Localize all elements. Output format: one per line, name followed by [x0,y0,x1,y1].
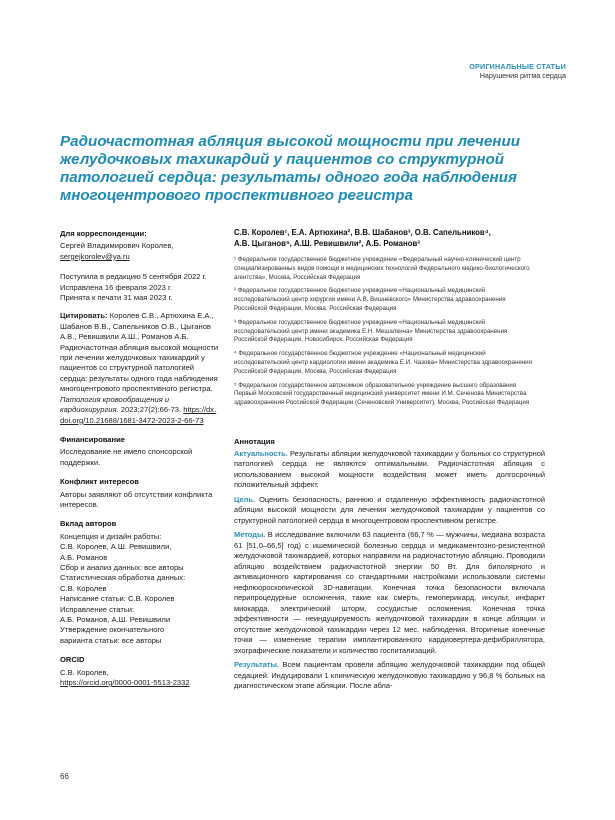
aim-label: Цель. [234,494,256,504]
methods-label: Методы. [234,530,266,539]
affiliation: ² Федеральное государственное бюджетное учреждение «Национальный медицинский исследовательский центр хирургии имени А.В. Вишневского» Министерства здравоохранения Российской Федерации, Москва, Российская Федерация [234,287,506,312]
contributions-heading: Вклад авторов [60,519,117,529]
affiliation: ¹ Федеральное государственное бюджетное учреждение «Федеральный научно-клинический центр специализированных видов помощи и медицинских технологий Федерального медико-биологического агентства», Москва, Российская Федерация [234,256,530,281]
authors-line: А.В. Цыганов⁵, А.Ш. Ревишвили², А.Б. Романов³ [234,239,420,248]
affiliation: ⁴ Федеральное государственное бюджетное учреждение «Национальный медицинский исследовательский центр кардиологии имени академика Е.И. Чазова» Министерства здравоохранения Российской Федерации, Москва, Российская Федерация [234,350,532,375]
author-list [234,227,534,249]
aim-text: Оценить безопасность, раннюю и отдаленную эффективность радиочастотной абляции высокой мощности для лечения желудочковой тахикардии у пациентов со структурной патологией сердца в многоцентровом проспективном регистре. [234,494,545,525]
citation-text: Королев С.В., Артюхина Е.А., Шабанов В.В., Сапельников О.В., Цыганов А.В., Ревишвили А.Ш., Романов А.Б. Радиочастотная абляция высокой мощности при лечении желудочковых тахикардий у пациентов со структурной патологией сердца: результаты одного года наблюдения многоцентрового проспективного регистра. [60,311,219,394]
sidebar-info [60,229,220,688]
citation [60,311,220,425]
citation-doi-link[interactable]: https://dx.doi.org/10.21688/1681-3472-2023-2-66-73 [60,405,217,425]
article-title: Радиочастотная абляция высокой мощности при лечении желудочковых тахикардий у пациентов со структурной патологией сердца: результаты одного года наблюдения многоцентрового проспективного регистра [60,133,521,204]
accepted-date: Принята к печати 31 мая 2023 г. [60,293,173,303]
contribution-line: С.В. Королев, А.Ш. Ревишвили, [60,542,172,552]
conflict-heading: Конфликт интересов [60,477,139,487]
section-subcategory: Нарушения ритма сердца [479,71,566,80]
contribution-line: варианта статьи: все авторы [60,635,162,645]
abstract [234,437,545,696]
revised-date: Исправлена 16 февраля 2023 г. [60,282,172,292]
results-label: Результаты. [234,660,279,669]
abstract-relevance [234,449,545,491]
citation-label: Цитировать: [60,311,108,321]
authors-line: С.В. Королев¹, Е.А. Артюхина², В.В. Шабанов³, О.В. Сапельников⁴, [234,228,491,237]
contribution-line: А.Б. Романов, А.Ш. Ревишвили [60,615,171,624]
affiliation: ³ Федеральное государственное бюджетное учреждение «Национальный медицинский исследовательский центр имени академика Е.Н. Мешалкина» Министерства здравоохранения Российской Федерации, Новосибирск, Российская Федерация [234,318,508,344]
abstract-heading: Аннотация [234,437,275,446]
conflict-text: Авторы заявляют об отсутствии конфликта интересов. [60,489,213,509]
citation-issue: 2023;27(2):66-73. [118,405,182,415]
abstract-aim [234,495,545,527]
contribution-line: Статистическая обработка данных: [60,573,186,583]
affiliation-list [234,256,534,413]
correspondence-name: Сергей Владимирович Королев, [60,241,174,251]
contribution-line: А.Б. Романов [60,552,108,562]
abstract-methods [234,530,545,656]
received-date: Поступила в редакцию 5 сентября 2022 г. [60,272,207,282]
methods-text: В исследование включили 63 пациента (66,7 % — мужчины, медиана возраста 61 [51,0–66,5] год) с ишемической болезнью сердца и медикаментозно-резистентной желудочковой тахикардией, которых направили на радиочастотную абляцию. Проводили абляцию воздействием радиочастотной энергии 50 Вт. Для биполярного и активационного картирования со стандартными настройками использовали системы нефлюороскопической 3D-навигации. Конечная точка безопасности включала перипроцедурные осложнения, такие как смерть, гемоперикард, инсульт, инфаркт миокарда, электрический шторм, сосудистые осложнения. Конечная точка эффективности — неиндуцируемость желудочковой тахикардии в конце абляции и отсутствие желудочковой тахикардии через 12 мес. наблюдения. Вторичные конечные точки — изменение терапии имплантированного кардиовертера-дефибриллятора, эхографические показатели и количество госпитализаций. [234,530,545,655]
correspondence-heading: Для корреспонденции: [60,229,147,238]
relevance-text: Результаты абляции желудочковой тахикардии у больных со структурной патологией сердца не являются оптимальными. Радиочастотная абляция с использованием высокой мощности воздействия может иметь долгосрочный положительный эффект. [234,448,545,489]
section-header [469,62,566,81]
orcid-link[interactable]: https://orcid.org/0000-0001-5513-2332 [60,678,190,688]
correspondence-email[interactable]: sergejkorolev@ya.ru [60,251,130,261]
page-number: 66 [60,772,69,781]
citation-journal: Патология кровообращения и кардиохирургия. [60,394,170,415]
results-text: Всем пациентам провели абляцию желудочковой тахикардии под общей седацией. Индуцировали 1 клиническую желудочковую тахикардию у 96,8 % больных на диагностическом этапе абляции. После абла- [234,660,545,690]
affiliation: ⁵ Федеральное государственное автономное образовательное учреждение высшего образования Первый Московский государственный медицинский университет имени И.М. Сеченова Министерства здравоохранения Российской Федерации (Сеченовский Университет), Москва, Российская Федерация [234,381,530,407]
funding-heading: Финансирование [60,434,125,444]
abstract-results [234,660,545,692]
contribution-line: Утверждение окончательного [60,625,165,635]
section-category: ОРИГИНАЛЬНЫЕ СТАТЬИ [469,62,566,71]
contribution-line: Написание статьи: С.В. Королев [60,594,175,604]
contribution-line: Концепция и дизайн работы: [60,531,162,541]
relevance-label: Актуальность. [234,448,288,458]
contribution-line: Сбор и анализ данных: все авторы [60,562,184,572]
funding-text: Исследование не имело спонсорской поддержки. [60,447,193,467]
contribution-line: С.В. Королев [60,583,107,593]
orcid-name: С.В. Королев, [60,667,109,677]
orcid-heading: ORCID [60,655,85,665]
contribution-line: Исправление статьи: [60,604,135,614]
